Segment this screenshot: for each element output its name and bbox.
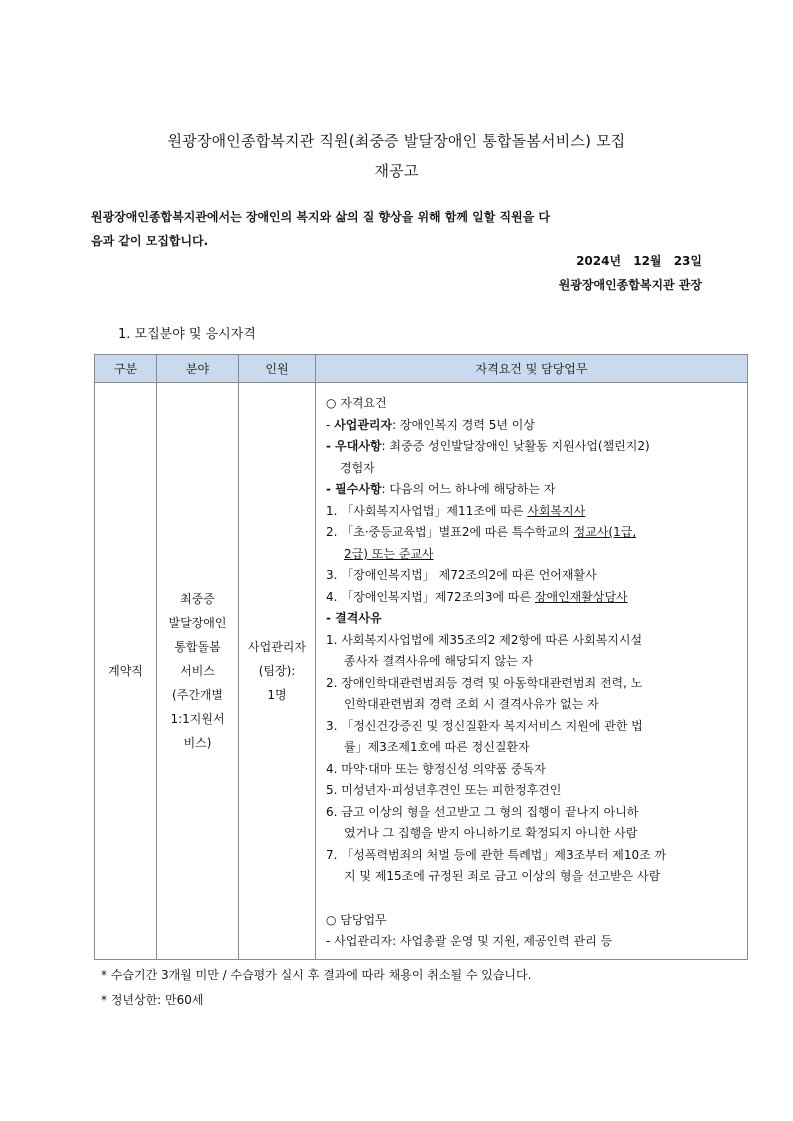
must-item-2-cont: 2급) 또는 준교사	[344, 546, 434, 561]
must-item-1-underlined: 사회복지사	[527, 503, 586, 518]
disq-item-6-cont: 였거나 그 집행을 받지 아니하기로 확정되지 아니한 사람	[344, 826, 638, 840]
preference-label: 우대사항	[335, 439, 382, 453]
must-item-3: 3. 「장애인복지법」 제72조의2에 따른 언어재활사	[326, 568, 597, 582]
personnel-line: (팀장):	[258, 663, 296, 678]
must-item-2-underlined: 정교사(1급,	[573, 525, 637, 539]
spacer	[316, 888, 739, 910]
recruitment-table	[94, 354, 748, 960]
disq-item-6: 6. 금고 이상의 형을 선고받고 그 형의 집행이 끝나지 아니하	[326, 804, 639, 819]
header-requirements: 자격요건 및 담당업무	[316, 355, 748, 383]
disq-item-5: 5. 미성년자·피성년후견인 또는 피한정후견인	[326, 783, 562, 797]
field-line: 통합돌봄	[174, 639, 221, 654]
preference-requirement: - 우대사항: 최중증 성인발달장애인 낮활동 지원사업(챌린지2)	[326, 439, 650, 453]
note-retirement-age: * 정년상한: 만60세	[101, 993, 204, 1007]
header-category: 구분	[95, 355, 157, 383]
field-line: 발달장애인	[168, 615, 227, 630]
manager-text: : 장애인복지 경력 5년 이상	[392, 417, 535, 432]
intro-line-1: 원광장애인종합복지관에서는 장애인의 복지와 삶의 질 향상을 위해 함께 일할 직원을 다	[91, 210, 551, 224]
note-probation: * 수습기간 3개월 미만 / 수습평가 실시 후 결과에 따라 채용이 취소될 수 있습니다.	[101, 968, 532, 982]
table-row	[95, 383, 748, 960]
personnel-line: 사업관리자	[248, 639, 306, 654]
disq-item-2-cont: 인학대관련범죄 경력 조회 시 결격사유가 없는 자	[344, 697, 599, 711]
disq-item-1-cont: 종사자 결격사유에 해당되지 않는 자	[344, 654, 534, 668]
must-item-1: 1. 「사회복지사업법」제11조에 따른 사회복지사	[326, 503, 586, 518]
field-line: 비스)	[183, 735, 212, 750]
requirements-cell	[316, 383, 748, 960]
disq-item-3-cont: 률」제3조제1호에 따른 정신질환자	[344, 740, 530, 754]
category-cell: 계약직	[95, 383, 157, 960]
field-line: 서비스	[180, 663, 215, 678]
disq-item-7-cont: 지 및 제15조에 규정된 죄로 금고 이상의 형을 선고받은 사람	[344, 869, 661, 883]
personnel-line: 1명	[267, 687, 287, 702]
page-title: 원광장애인종합복지관 직원(최중증 발달장애인 통합돌봄서비스) 모집	[167, 132, 626, 150]
field-cell	[157, 383, 239, 960]
preference-cont: 경험자	[340, 460, 375, 475]
org-signature: 원광장애인종합복지관 관장	[558, 278, 702, 292]
announcement-date: 2024년 12월 23일	[576, 254, 702, 268]
field-line: 1:1지원서	[170, 711, 225, 726]
disq-item-4: 4. 마약·대마 또는 향정신성 의약품 중독자	[326, 761, 546, 776]
page-title-line2: 재공고	[374, 162, 419, 180]
must-item-4: 4. 「장애인복지법」제72조의3에 따른 장애인재활상담사	[326, 589, 628, 604]
duty-text: - 사업관리자: 사업총괄 운영 및 지원, 제공인력 관리 등	[326, 934, 613, 948]
intro-line-2: 음과 같이 모집합니다.	[91, 234, 209, 248]
must-item-4-underlined: 장애인재활상담사	[534, 589, 628, 604]
header-field: 분야	[157, 355, 239, 383]
disqualification-heading: - 결격사유	[326, 611, 382, 625]
preference-text: : 최중증 성인발달장애인 낮활동 지원사업(챌린지2)	[381, 439, 650, 453]
section-title: 1. 모집분야 및 응시자격	[118, 327, 256, 342]
must-requirement: - 필수사항: 다음의 어느 하나에 해당하는 자	[326, 482, 556, 496]
manager-label: 사업관리자	[334, 417, 393, 432]
field-line: 최중증	[180, 591, 215, 606]
disq-item-3: 3. 「정신건강증진 및 정신질환자 복지서비스 지원에 관한 법	[326, 718, 643, 733]
table-header-row	[95, 355, 748, 383]
duty-heading: ○ 담당업무	[326, 912, 387, 927]
manager-requirement: - 사업관리자: 장애인복지 경력 5년 이상	[326, 417, 535, 432]
disq-item-1: 1. 사회복지사업법에 제35조의2 제2항에 따른 사회복지시설	[326, 632, 643, 647]
personnel-cell	[239, 383, 316, 960]
must-text: : 다음의 어느 하나에 해당하는 자	[381, 482, 556, 496]
disq-item-7: 7. 「성폭력범죄의 처벌 등에 관한 특례법」제3조부터 제10조 까	[326, 847, 667, 862]
must-label: 필수사항	[335, 482, 382, 496]
must-item-2: 2. 「초·중등교육법」별표2에 따른 특수학교의 정교사(1급,	[326, 525, 637, 539]
header-personnel: 인원	[239, 355, 316, 383]
field-line: (주간개별	[171, 687, 224, 702]
qualification-heading: ○ 자격요건	[326, 396, 387, 410]
disq-item-2: 2. 장애인학대관련범죄등 경력 및 아동학대관련범죄 전력, 노	[326, 675, 643, 690]
